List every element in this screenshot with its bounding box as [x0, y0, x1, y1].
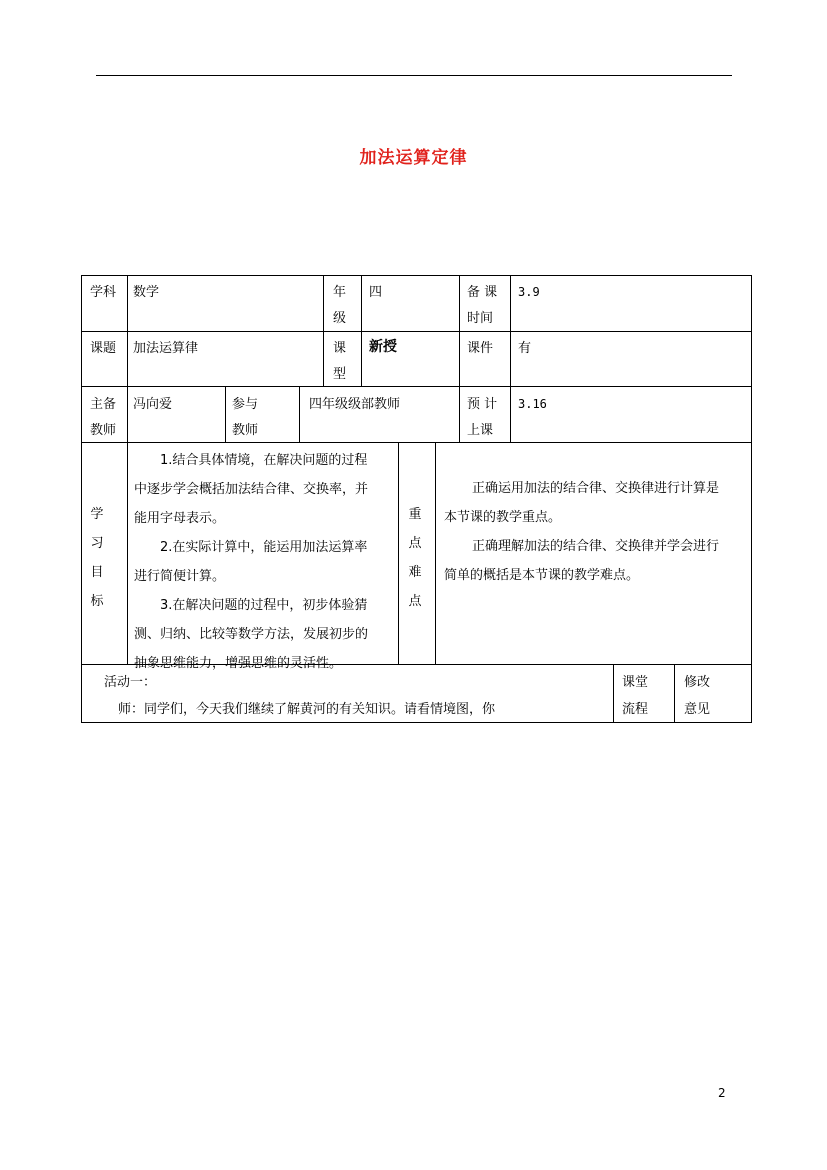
- planned-class-value: 3.16: [518, 397, 547, 411]
- row-divider: [81, 386, 752, 387]
- prep-time-value: 3.9: [518, 285, 540, 299]
- col-divider: [299, 386, 300, 442]
- planned-class-label: 上课: [467, 423, 494, 438]
- prep-time-label: 时间: [467, 311, 494, 326]
- type-label: 型: [333, 367, 347, 382]
- page-number: 2: [718, 1086, 726, 1100]
- activity-text: 师：同学们，今天我们继续了解黄河的有关知识。请看情境图，你: [118, 702, 496, 717]
- col-divider: [613, 664, 614, 723]
- grade-value: 四: [369, 285, 383, 300]
- document-title: 加法运算定律: [359, 148, 468, 168]
- edit-note-label: 意见: [684, 702, 711, 717]
- objectives-label: 学 习 目 标: [90, 507, 104, 609]
- join-teacher-label: 参与: [232, 397, 259, 412]
- join-teacher-value: 四年级级部教师: [309, 397, 401, 412]
- grade-label: 年: [333, 285, 347, 300]
- topic-value: 加法运算律: [133, 341, 199, 356]
- col-divider: [127, 442, 128, 664]
- key-points-text: 正确运用加法的结合律、交换律进行计算是 本节课的教学重点。 正确理解加法的结合律、交换律并学会进行 简单的概括是本节课的教学难点。: [444, 481, 720, 583]
- edit-note-label: 修改: [684, 675, 711, 690]
- col-divider: [510, 275, 511, 442]
- prep-time-label: 备 课: [467, 285, 498, 300]
- class-flow-label: 课堂: [622, 675, 649, 690]
- subject-label: 学科: [90, 285, 117, 300]
- col-divider: [127, 275, 128, 442]
- col-divider: [361, 275, 362, 386]
- col-divider: [459, 275, 460, 442]
- col-divider: [398, 442, 399, 664]
- courseware-value: 有: [518, 341, 532, 356]
- col-divider: [435, 442, 436, 664]
- activity-heading: 活动一：: [104, 675, 157, 690]
- lead-teacher-label: 教师: [90, 423, 117, 438]
- row-divider: [81, 331, 752, 332]
- courseware-label: 课件: [467, 341, 494, 356]
- col-divider: [674, 664, 675, 723]
- header-rule: [96, 75, 732, 76]
- col-divider: [323, 275, 324, 386]
- subject-value: 数学: [133, 285, 160, 300]
- lead-teacher-value: 冯向爱: [133, 397, 173, 412]
- lead-teacher-label: 主备: [90, 397, 117, 412]
- grade-label: 级: [333, 311, 347, 326]
- type-value: 新授: [369, 339, 397, 355]
- topic-label: 课题: [90, 341, 117, 356]
- objectives-text: 1.结合具体情境，在解决问题的过程 中逐步学会概括加法结合律、交换率，并 能用字母表示。 2.在实际计算中，能运用加法运算率 进行简便计算。 3.在解决问题的过程中，初步体验猜 测、归纳、比较等数学方法，发展初步的 抽象思维能力，增强思维的灵活性。: [134, 453, 369, 671]
- join-teacher-label: 教师: [232, 423, 259, 438]
- key-points-label: 重 点 难 点: [408, 507, 422, 609]
- planned-class-label: 预 计: [467, 397, 498, 412]
- col-divider: [225, 386, 226, 442]
- class-flow-label: 流程: [622, 702, 649, 717]
- type-label: 课: [333, 341, 347, 356]
- row-divider: [81, 442, 752, 443]
